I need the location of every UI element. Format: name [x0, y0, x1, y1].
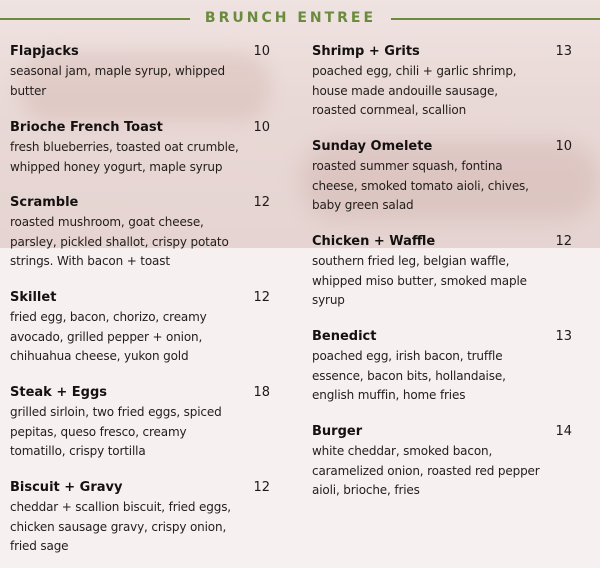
- item-name: Scramble: [10, 195, 79, 210]
- item-price: 12: [253, 480, 270, 495]
- item-name: Sunday Omelete: [312, 139, 433, 154]
- item-description: fried egg, bacon, chorizo, creamy avocado, grilled pepper + onion, chihuahua cheese, yukon gold: [10, 310, 207, 363]
- item-name: Flapjacks: [10, 44, 79, 59]
- item-description: southern fried leg, belgian waffle, whipped miso butter, smoked maple syrup: [312, 254, 527, 307]
- header-rule-right: [391, 18, 600, 20]
- item-description: roasted summer squash, fontina cheese, smoked tomato aioli, chives, baby green salad: [312, 159, 529, 212]
- menu-item-biscuit-gravy: [10, 478, 270, 557]
- item-price: 18: [253, 385, 270, 400]
- menu-item-steak-eggs: [10, 383, 270, 462]
- item-price: 10: [555, 139, 572, 154]
- item-name: Skillet: [10, 290, 57, 305]
- menu-item-burger: [312, 422, 572, 501]
- item-price: 13: [555, 329, 572, 344]
- item-name: Shrimp + Grits: [312, 44, 420, 59]
- item-description: seasonal jam, maple syrup, whipped butter: [10, 64, 225, 98]
- item-price: 10: [253, 120, 270, 135]
- item-description: poached egg, irish bacon, truffle essence, bacon bits, hollandaise, english muffin, home fries: [312, 349, 506, 402]
- section-header: [0, 8, 600, 28]
- item-price: 13: [555, 44, 572, 59]
- item-price: 12: [555, 234, 572, 249]
- item-name: Steak + Eggs: [10, 385, 107, 400]
- item-name: Benedict: [312, 329, 377, 344]
- menu-item-benedict: [312, 327, 572, 406]
- item-name: Chicken + Waffle: [312, 234, 436, 249]
- menu-item-scramble: [10, 193, 270, 272]
- item-price: 12: [253, 290, 270, 305]
- menu-item-brioche-french-toast: [10, 118, 270, 177]
- menu-item-skillet: [10, 288, 270, 367]
- menu-item-shrimp-grits: [312, 42, 572, 121]
- item-name: Burger: [312, 424, 363, 439]
- item-description: grilled sirloin, two fried eggs, spiced pepitas, queso fresco, creamy tomatillo, crispy tortilla: [10, 405, 222, 458]
- section-title: BRUNCH ENTREE: [204, 10, 377, 26]
- item-name: Biscuit + Gravy: [10, 480, 123, 495]
- item-description: cheddar + scallion biscuit, fried eggs, chicken sausage gravy, crispy onion, fried sage: [10, 500, 231, 553]
- item-description: roasted mushroom, goat cheese, parsley, pickled shallot, crispy potato strings. With bacon + toast: [10, 215, 229, 268]
- item-name: Brioche French Toast: [10, 120, 163, 135]
- item-price: 10: [253, 44, 270, 59]
- item-price: 14: [555, 424, 572, 439]
- item-price: 12: [253, 195, 270, 210]
- menu-item-chicken-waffle: [312, 232, 572, 311]
- item-description: fresh blueberries, toasted oat crumble, whipped honey yogurt, maple syrup: [10, 140, 239, 174]
- item-description: poached egg, chili + garlic shrimp, house made andouille sausage, roasted cornmeal, scallion: [312, 64, 517, 117]
- header-rule-left: [0, 18, 190, 20]
- menu-item-flapjacks: [10, 42, 270, 101]
- item-description: white cheddar, smoked bacon, caramelized onion, roasted red pepper aioli, brioche, fries: [312, 444, 540, 497]
- menu-item-sunday-omelete: [312, 137, 572, 216]
